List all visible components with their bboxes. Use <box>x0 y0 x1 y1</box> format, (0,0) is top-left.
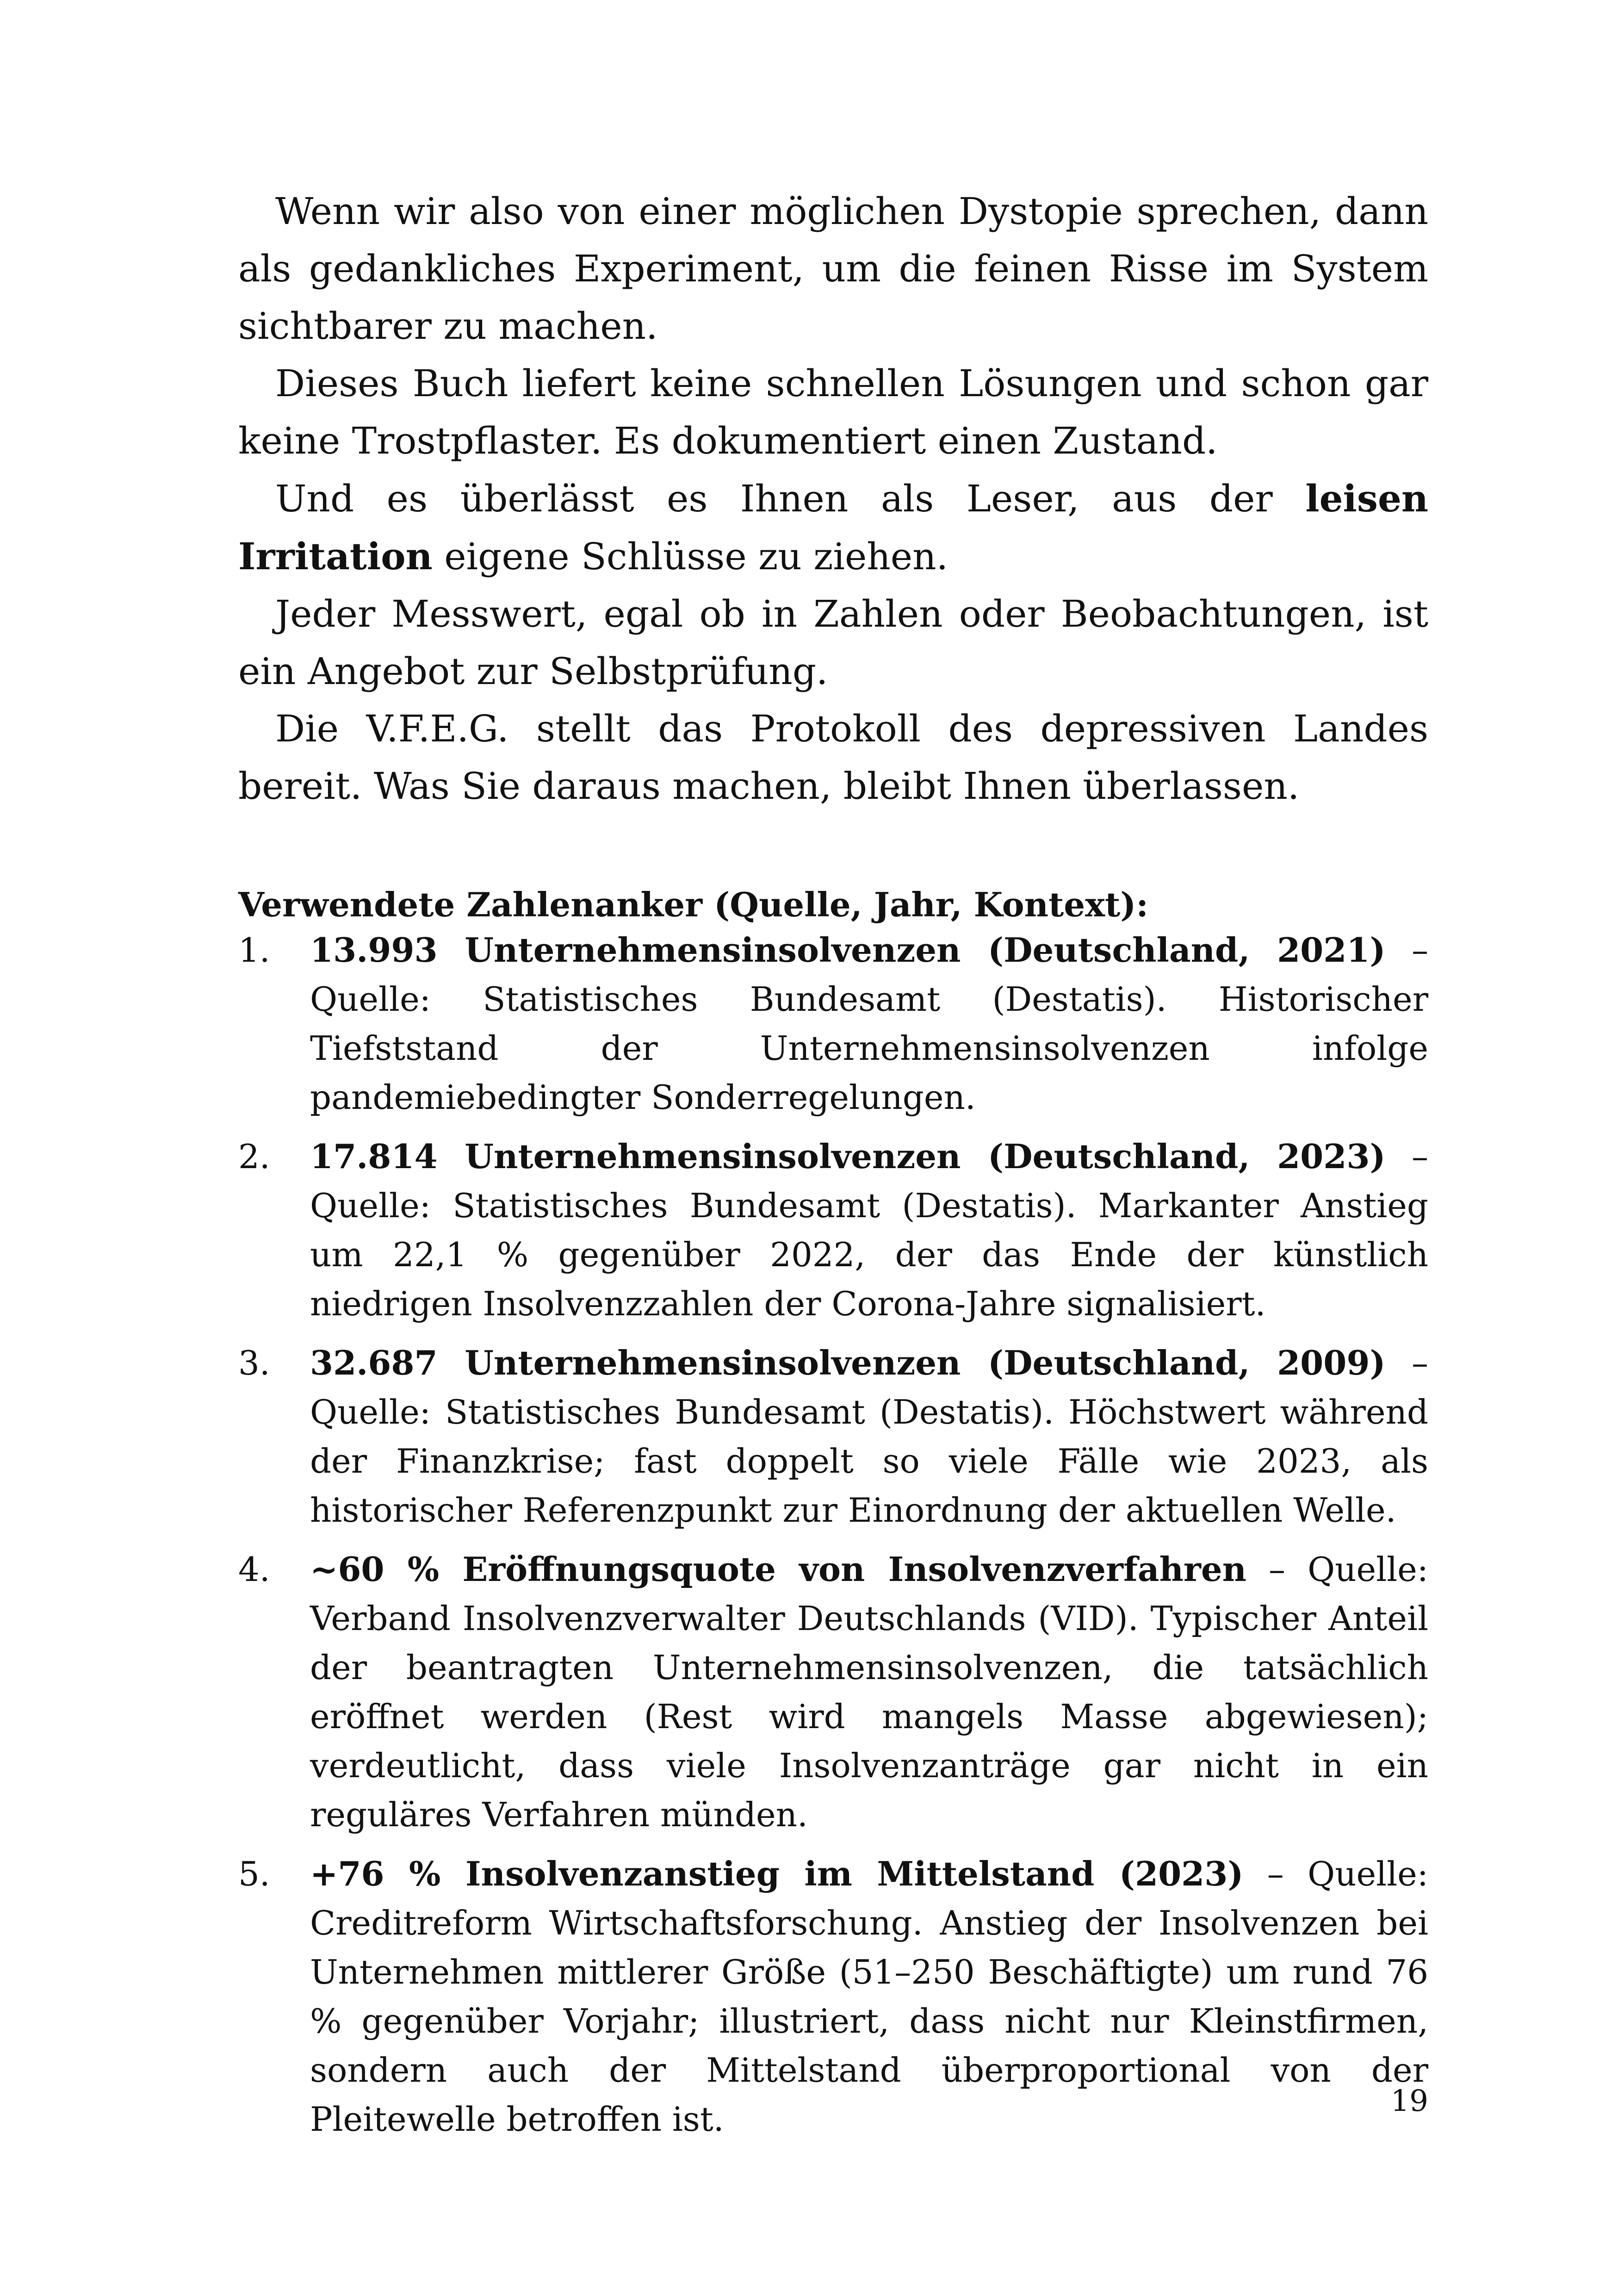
list-item <box>238 1849 1428 2144</box>
list-item <box>238 926 1428 1122</box>
paragraph-text: eigene Schlüsse zu ziehen. <box>432 535 948 578</box>
paragraph-text: Und es überlässt es Ihnen als Leser, aus der <box>275 477 1306 520</box>
paragraph: Wenn wir also von einer möglichen Dystopie sprechen, dann als gedankliches Experiment, um die feinen Risse im System sichtbarer zu machen. <box>238 190 1428 348</box>
list-item <box>238 1338 1428 1535</box>
paragraph <box>238 470 1428 585</box>
page-number: 19 <box>1390 2084 1428 2118</box>
list-item-text: – Quelle: Creditreform Wirtschaftsforschung. Anstieg der Insolvenzen bei Unternehmen mittlerer Größe (51–250 Beschäftigte) um rund 76 % gegenüber Vorjahr; illustriert, dass nicht nur Kleinstfirmen, sondern auch der Mittelstand überproportional von der Pleitewelle betroffen ist. <box>310 1854 1428 2139</box>
list-item-title: ~60 % Eröffnungsquote von Insolvenzverfahren <box>310 1549 1247 1589</box>
list-number: 2. <box>238 1137 270 1176</box>
list-item-title: 13.993 Unternehmensinsolvenzen (Deutschland, 2021) <box>310 930 1386 970</box>
paragraph: Jeder Messwert, egal ob in Zahlen oder Beobachtungen, ist ein Angebot zur Selbstprüfung. <box>238 592 1428 693</box>
section-heading: Verwendete Zahlenanker (Quelle, Jahr, Kontext): <box>238 885 1148 924</box>
list-number: 3. <box>238 1344 270 1382</box>
list-number: 4. <box>238 1550 270 1589</box>
paragraph: Dieses Buch liefert keine schnellen Lösungen und schon gar keine Trostpflaster. Es dokumentiert einen Zustand. <box>238 362 1428 462</box>
anchor-list <box>238 926 1428 2154</box>
list-item-text: – Quelle: Statistisches Bundesamt (Destatis). Historischer Tiefststand der Unternehmensinsolvenzen infolge pandemiebedingter Sonderregelungen. <box>310 931 1428 1117</box>
list-item <box>238 1132 1428 1328</box>
list-number: 5. <box>238 1854 270 1893</box>
list-item-text: – Quelle: Verband Insolvenzverwalter Deutschlands (VID). Typischer Anteil der beantragten Unternehmensinsolvenzen, die tatsächlich eröffnet werden (Rest wird mangels Masse abgewiesen); verdeutlicht, dass viele Insolvenzanträge gar nicht in ein reguläres Verfahren münden. <box>310 1550 1428 1834</box>
list-item-title: 17.814 Unternehmensinsolvenzen (Deutschland, 2023) <box>310 1137 1386 1176</box>
list-item-text: – Quelle: Statistisches Bundesamt (Destatis). Höchstwert während der Finanzkrise; fast doppelt so viele Fälle wie 2023, als historischer Referenzpunkt zur Einordnung der aktuellen Welle. <box>310 1344 1428 1530</box>
list-item <box>238 1545 1428 1839</box>
list-number: 1. <box>238 931 270 970</box>
list-item-text: – Quelle: Statistisches Bundesamt (Destatis). Markanter Anstieg um 22,1 % gegenüber 2022, der das Ende der künstlich niedrigen Insolvenzzahlen der Corona-Jahre signalisiert. <box>310 1137 1428 1323</box>
emphasis-text: leisen Irritation <box>238 477 1428 578</box>
paragraph: Die V.F.E.G. stellt das Protokoll des depressiven Landes bereit. Was Sie daraus machen, bleibt Ihnen überlassen. <box>238 707 1428 808</box>
list-item-title: 32.687 Unternehmensinsolvenzen (Deutschland, 2009) <box>310 1343 1386 1382</box>
intro-text <box>238 183 1428 815</box>
list-item-title: +76 % Insolvenzanstieg im Mittelstand (2023) <box>310 1854 1244 1893</box>
